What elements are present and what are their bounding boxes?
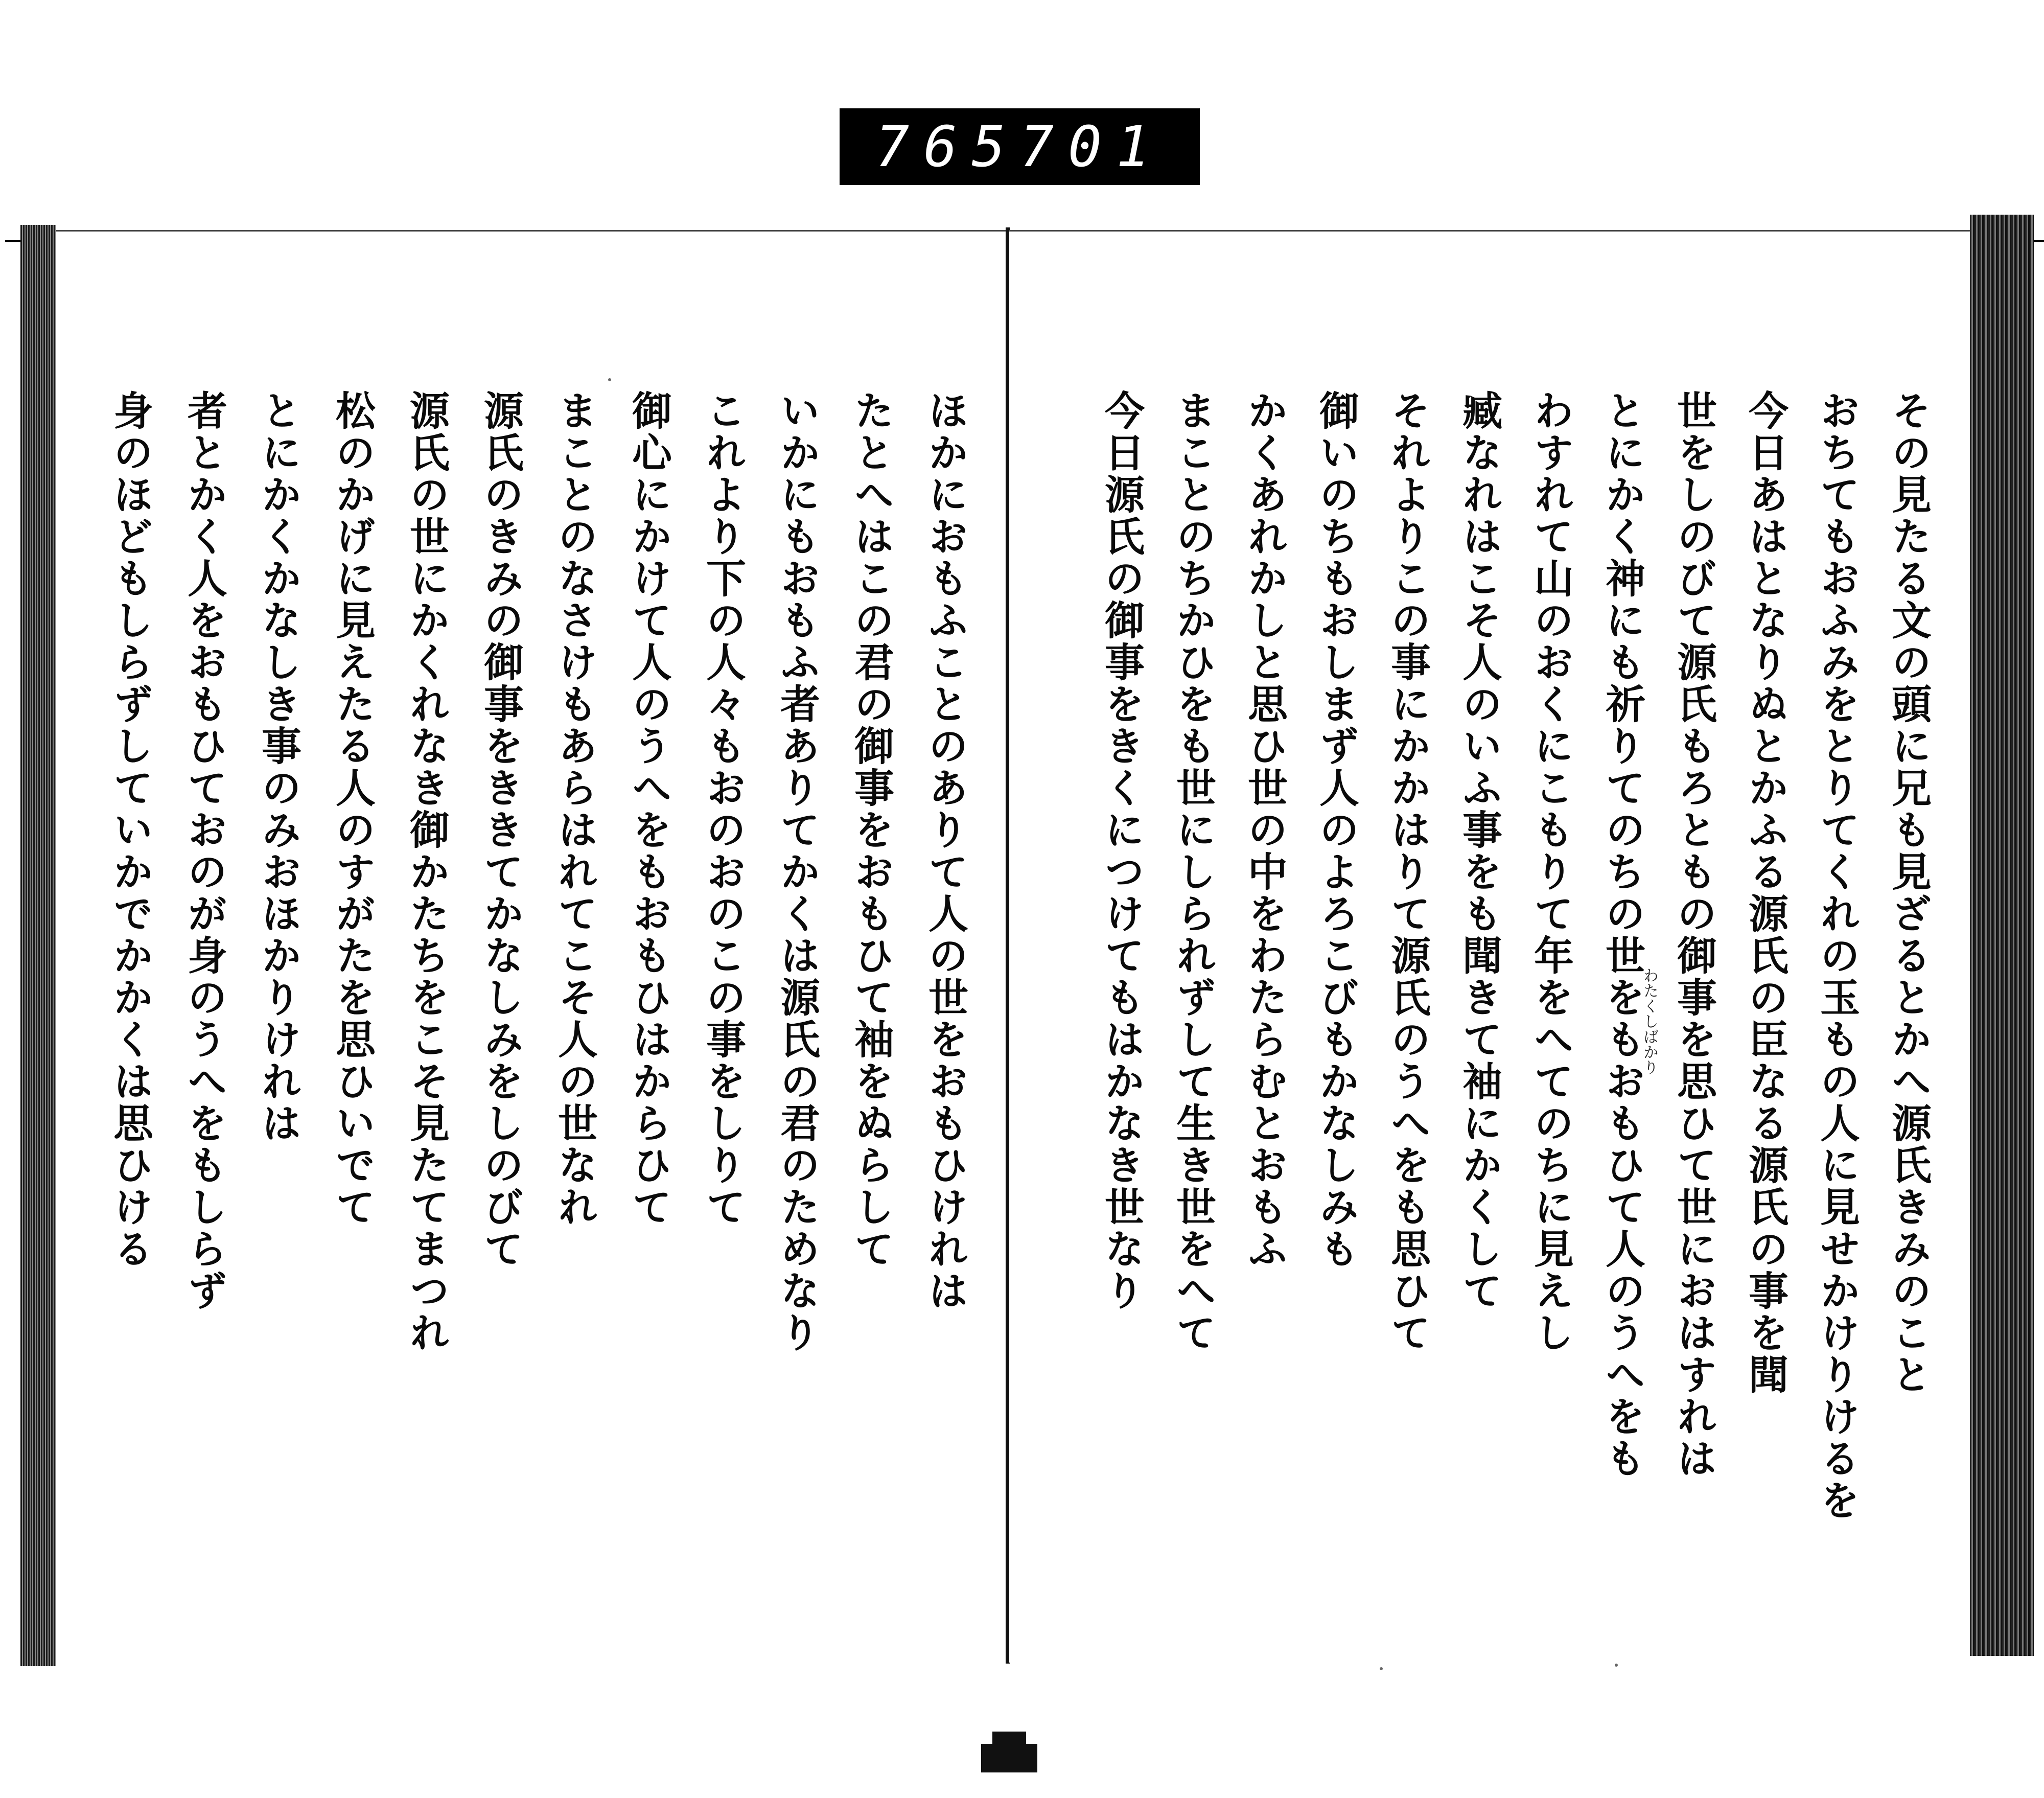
right-page-column-8: それよりこの事にかかはりて源氏のうへをも思ひて xyxy=(1384,390,1431,1354)
right-page-column-5: とにかく神にも祈りてのちの世をもおもひて人のうへをも xyxy=(1599,390,1645,1480)
page-edges-right xyxy=(1970,215,2034,1656)
left-page-column-11: 者とかく人をおもひておのが身のうへをもしらず xyxy=(181,390,227,1312)
left-page-column-2: たとへはこの君の御事をおもひて袖をぬらして xyxy=(848,390,894,1270)
left-page-column-10: とにかくかなしき事のみおほかりけれは xyxy=(255,390,301,1144)
scan-speck xyxy=(1380,1667,1383,1670)
left-page-column-3: いかにもおもふ者ありてかくは源氏の君のためなり xyxy=(774,390,820,1354)
frame-number-right: 701 xyxy=(1019,114,1165,179)
right-page-column-4: 世をしのびて源氏もろともの御事を思ひて世におはすれは xyxy=(1670,390,1717,1480)
left-page-column-5: 御心にかけて人のうへをもおもひはからひて xyxy=(625,390,672,1228)
scan-speck xyxy=(608,378,611,381)
right-page-column-11: まことのちかひをも世にしられずして生き世をへて xyxy=(1170,390,1216,1354)
right-page-column-12: 今日源氏の御事をきくにつけてもはかなき世なり xyxy=(1098,390,1145,1312)
right-page-column-2: おちてもおふみをとりてくれの玉もの人に見せかけりけるを xyxy=(1814,390,1860,1522)
right-page xyxy=(1009,230,1970,1663)
left-page-column-4: これより下の人々もおのおのこの事をしりて xyxy=(700,390,746,1228)
scan-speck xyxy=(1615,1664,1618,1667)
left-page-column-12: 身のほどもしらずしていかでかかくは思ひける xyxy=(107,390,153,1270)
frame-number-label xyxy=(840,108,1200,185)
left-page-column-6: まことのなさけもあらはれてこそ人の世なれ xyxy=(551,390,598,1228)
left-page xyxy=(56,230,1007,1663)
left-page-column-7: 源氏のきみの御事をききてかなしみをしのびて xyxy=(477,390,524,1270)
right-page-column-6: わすれて山のおくにこもりて年をへてのちに見えし xyxy=(1527,390,1574,1354)
open-book xyxy=(20,215,2034,1671)
right-page-column-9: 御いのちもおしまず人のよろこびもかなしみも xyxy=(1313,390,1359,1270)
right-page-column-10: かくあれかしと思ひ世の中をわたらむとおもふ xyxy=(1241,390,1288,1270)
left-page-column-9: 松のかげに見えたる人のすがたを思ひいでて xyxy=(329,390,376,1228)
right-page-column-1: その見たる文の頭に兄も見ざるとかへ源氏きみのこと xyxy=(1885,390,1932,1396)
interlinear-gloss: わたくしばかり xyxy=(1640,967,1658,1075)
right-page-column-3: 今日あはとなりぬとかふる源氏の臣なる源氏の事を聞 xyxy=(1742,390,1788,1396)
left-page-column-8: 源氏の世にかくれなき御かたちをこそ見たてまつれ xyxy=(403,390,450,1354)
frame-number-left: 765 xyxy=(875,114,1020,179)
left-page-column-1: ほかにおもふことのありて人の世をおもひけれは xyxy=(922,390,968,1312)
right-page-column-7: 臧なれはこそ人のいふ事をも聞きて袖にかくして xyxy=(1456,390,1502,1312)
page-edges-left xyxy=(20,225,56,1666)
binding-tab xyxy=(981,1732,1037,1772)
